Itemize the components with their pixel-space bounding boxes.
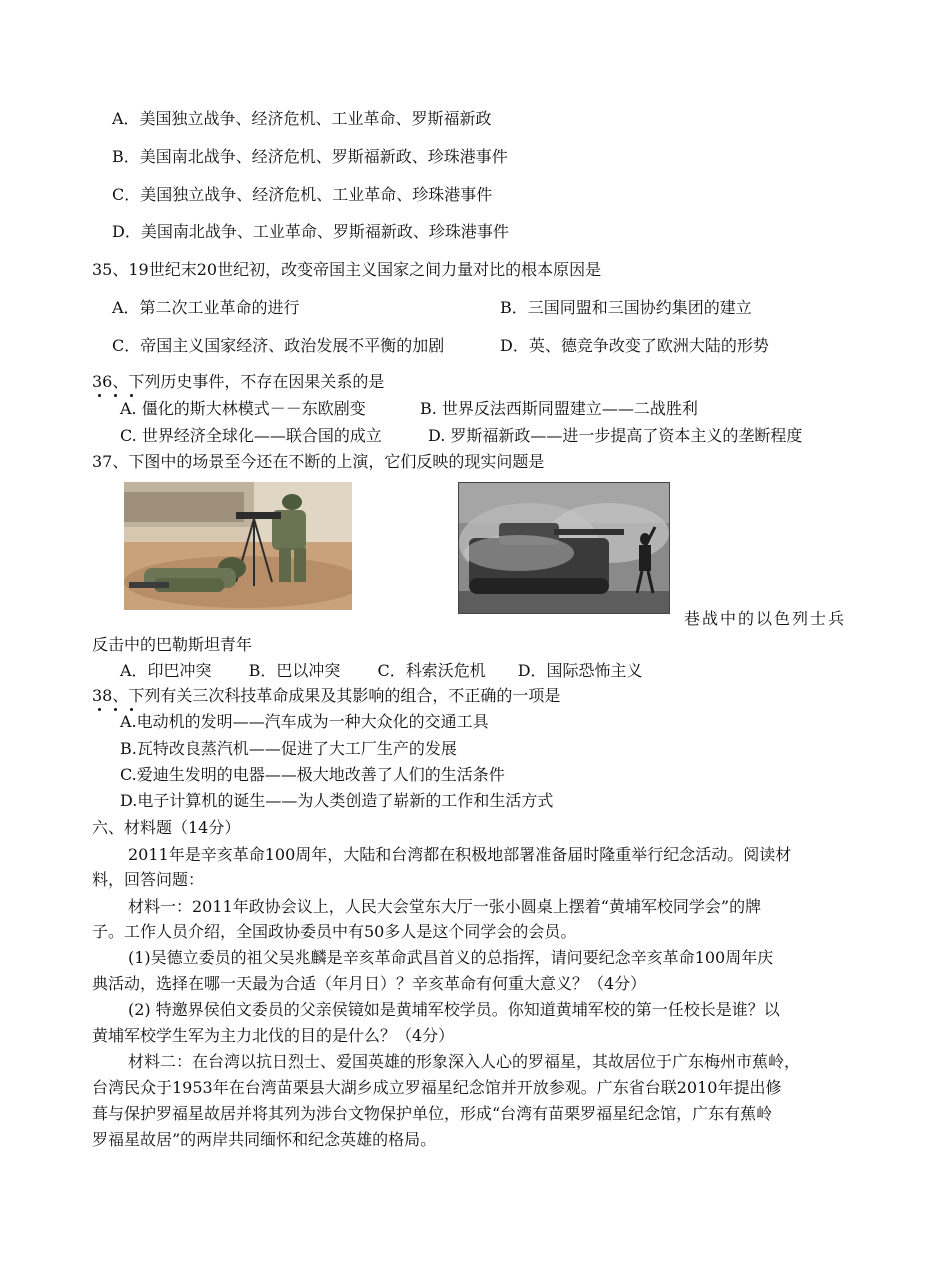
- q36-stem: [92, 372, 384, 392]
- q34-option-c: C．美国独立战争、经济危机、工业革命、珍珠港事件: [112, 185, 493, 204]
- emphasis-dot: [98, 708, 101, 711]
- q36-option-b: B. 世界反法西斯同盟建立——二战胜利: [420, 399, 698, 418]
- q37-options: A．印巴冲突 B．巴以冲突 C．科索沃危机 D．国际恐怖主义: [120, 661, 643, 680]
- caption-palestinian-youth: 反击中的巴勒斯坦青年: [92, 635, 253, 654]
- q38-option-d: D.电子计算机的诞生——为人类创造了崭新的工作和生活方式: [120, 791, 554, 810]
- caption-israeli-soldiers: 巷战中的以色列士兵: [684, 609, 847, 628]
- section-heading: 六、材料题（14分）: [92, 818, 241, 837]
- material-1-line-1: 材料一：2011年政协会议上，人民大会堂东大厅一张小圆桌上摆着“黄埔军校同学会”的牌: [128, 897, 762, 916]
- q34-option-a: A．美国独立战争、经济危机、工业革命、罗斯福新政: [112, 109, 492, 128]
- emphasis-dot: [98, 394, 101, 397]
- tank-photo: [458, 482, 670, 614]
- q36-stem-emphasis-text: 不存在: [240, 372, 289, 391]
- material-2-line-2: 台湾民众于1953年在台湾苗栗县大湖乡成立罗福星纪念馆并开放参观。广东省台联2010年提出修: [92, 1078, 782, 1097]
- material-2-line-1: 材料二：在台湾以抗日烈士、爱国英雄的形象深入人心的罗福星，其故居位于广东梅州市蕉岭，: [128, 1052, 801, 1071]
- q35-option-a: A．第二次工业革命的进行: [112, 298, 300, 317]
- q38-option-b: B.瓦特改良蒸汽机——促进了大工厂生产的发展: [120, 739, 457, 758]
- q36-stem-post: 因果关系的是: [288, 372, 385, 391]
- q35-option-c: C．帝国主义国家经济、政治发展不平衡的加剧: [112, 336, 445, 355]
- q38-stem-post: 的一项是: [496, 686, 561, 705]
- material-2-line-4: 罗福星故居”的两岸共同缅怀和纪念英雄的格局。: [92, 1130, 437, 1149]
- emphasis-dot: [114, 708, 117, 711]
- material-1-line-2: 子。工作人员介绍，全国政协委员中有50多人是这个同学会的会员。: [92, 922, 577, 941]
- material-2-line-3: 葺与保护罗福星故居并将其列为涉台文物保护单位，形成“台湾有苗栗罗福星纪念馆，广东有蕉岭: [92, 1104, 773, 1123]
- q36-option-c: C. 世界经济全球化——联合国的成立: [120, 426, 382, 445]
- q34-option-b: B．美国南北战争、经济危机、罗斯福新政、珍珠港事件: [112, 147, 508, 166]
- q36-stem-emphasis: [240, 372, 288, 391]
- q36-option-d: D. 罗斯福新政——进一步提高了资本主义的垄断程度: [428, 426, 803, 445]
- q38-stem-emphasis-text: 不正确: [448, 686, 497, 705]
- q38-option-c: C.爱迪生发明的电器——极大地改善了人们的生活条件: [120, 765, 505, 784]
- subquestion-1-line-2: 典活动，选择在哪一天最为合适（年月日）？辛亥革命有何重大意义？（4分）: [92, 974, 647, 993]
- q38-option-a: A.电动机的发明——汽车成为一种大众化的交通工具: [120, 712, 489, 731]
- subquestion-1-line-1: (1)吴德立委员的祖父吴兆麟是辛亥革命武昌首义的总指挥，请问要纪念辛亥革命100周年庆: [128, 948, 774, 967]
- q37-stem: 37、下图中的场景至今还在不断的上演，它们反映的现实问题是: [92, 452, 545, 471]
- q36-option-a: A. 僵化的斯大林模式－－东欧剧变: [120, 399, 366, 418]
- emphasis-dot: [114, 394, 117, 397]
- section-intro-line-2: 料，回答问题：: [92, 870, 205, 889]
- q38-stem: [92, 686, 560, 706]
- subquestion-2-line-1: (2) 特邀界侯伯文委员的父亲侯镜如是黄埔军校学员。你知道黄埔军校的第一任校长是谁？以: [128, 1000, 780, 1019]
- q35-option-d: D．英、德竞争改变了欧洲大陆的形势: [500, 336, 769, 355]
- emphasis-dot: [130, 394, 133, 397]
- emphasis-dot: [130, 708, 133, 711]
- q38-stem-pre: 38、下列有关三次科技革命成果及其影响的组合，: [92, 686, 449, 705]
- q38-stem-emphasis: [448, 686, 496, 705]
- soldiers-photo: [124, 482, 352, 610]
- q36-stem-pre: 36、下列历史事件，: [92, 372, 241, 391]
- q34-option-d: D．美国南北战争、工业革命、罗斯福新政、珍珠港事件: [112, 222, 509, 241]
- q35-option-b: B．三国同盟和三国协约集团的建立: [500, 298, 752, 317]
- section-intro-line-1: 2011年是辛亥革命100周年，大陆和台湾都在积极地部署准备届时隆重举行纪念活动。阅读材: [128, 845, 792, 864]
- subquestion-2-line-2: 黄埔军校学生军为主力北伐的目的是什么？（4分）: [92, 1026, 455, 1045]
- q35-stem: 35、19世纪末20世纪初，改变帝国主义国家之间力量对比的根本原因是: [92, 260, 602, 279]
